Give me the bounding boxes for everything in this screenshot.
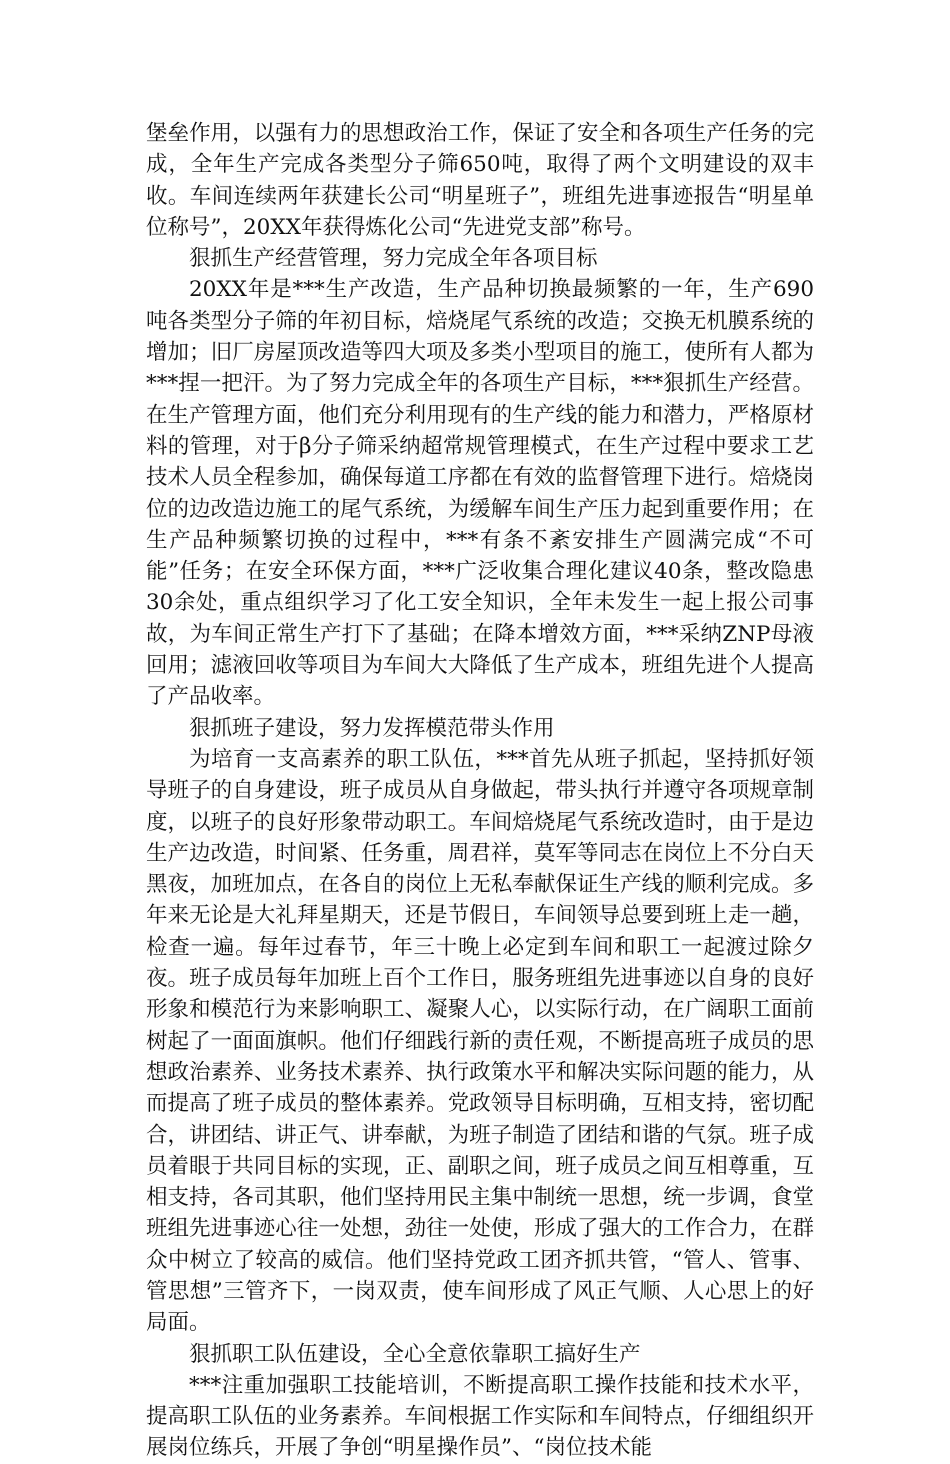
paragraph-leadership: 为培育一支高素养的职工队伍，***首先从班子抓起，坚持抓好领导班子的自身建设，班子成员从自身做起，带头执行并遵守各项规章制度，以班子的良好形象带动职工。车间焙烧尾气系统改造时，由于是边生产边改造，时间紧、任务重，周君祥，莫军等同志在岗位上不分白天黑夜，加班加点，在各自的岗位上无私奉献保证生产线的顺利完成。多年来无论是大礼拜星期天，还是节假日，车间领导总要到班上走一趟，检查一遍。每年过春节，年三十晚上必定到车间和职工一起渡过除夕夜。班子成员每年加班上百个工作日，服务班组先进事迹以自身的良好形象和模范行为来影响职工、凝聚人心，以实际行动，在广阔职工面前树起了一面面旗帜。他们仔细践行新的责任观，不断提高班子成员的思想政治素养、业务技术素养、执行政策水平和解决实际问题的能力，从而提高了班子成员的整体素养。党政领导目标明确，互相支持，密切配合，讲团结、讲正气、讲奉献，为班子制造了团结和谐的气氛。班子成员着眼于共同目标的实现，正、副职之间，班子成员之间互相尊重，互相支持，各司其职，他们坚持用民主集中制统一思想，统一步调，食堂班组先进事迹心往一处想，劲往一处使，形成了强大的工作合力，在群众中树立了较高的威信。他们坚持党政工团齐抓共管，“管人、管事、管思想”三管齐下，一岗双责，使车间形成了风正气顺、人心思上的好局面。 bbox=[146, 746, 814, 1336]
section-heading-production: 狠抓生产经营管理，努力完成全年各项目标 bbox=[189, 246, 598, 272]
section-heading-leadership: 狠抓班子建设，努力发挥模范带头作用 bbox=[189, 715, 555, 741]
paragraph-workforce: ***注重加强职工技能培训，不断提高职工操作技能和技术水平，提高职工队伍的业务素养。车间根据工作实际和车间特点，仔细组织开展岗位练兵，开展了争创“明星操作员”、“岗位技术能 bbox=[146, 1372, 814, 1461]
document-page bbox=[146, 118, 814, 1464]
paragraph-continuation: 堡垒作用，以强有力的思想政治工作，保证了安全和各项生产任务的完成，全年生产完成各类型分子筛650吨，取得了两个文明建设的双丰收。车间连续两年获建长公司“明星班子”，班组先进事迹报告“明星单位称号”，20XX年获得炼化公司“先进党支部”称号。 bbox=[146, 121, 814, 240]
section-heading-workforce: 狠抓职工队伍建设，全心全意依靠职工搞好生产 bbox=[189, 1341, 641, 1367]
paragraph-production: 20XX年是***生产改造，生产品种切换最频繁的一年，生产690吨各类型分子筛的年初目标，焙烧尾气系统的改造；交换无机膜系统的增加；旧厂房屋顶改造等四大项及多类小型项目的施工，使所有人都为***捏一把汗。为了努力完成全年的各项生产目标，***狠抓生产经营。在生产管理方面，他们充分利用现有的生产线的能力和潜力，严格原材料的管理，对于β分子筛采纳超常规管理模式，在生产过程中要求工艺技术人员全程参加，确保每道工序都在有效的监督管理下进行。焙烧岗位的边改造边施工的尾气系统，为缓解车间生产压力起到重要作用；在生产品种频繁切换的过程中，***有条不紊安排生产圆满完成“不可能”任务；在安全环保方面，***广泛收集合理化建议40条，整改隐患30余处，重点组织学习了化工安全知识，全年未发生一起上报公司事故，为车间正常生产打下了基础；在降本增效方面，***采纳ZNP母液回用；滤液回收等项目为车间大大降低了生产成本，班组先进个人提高了产品收率。 bbox=[146, 277, 814, 710]
